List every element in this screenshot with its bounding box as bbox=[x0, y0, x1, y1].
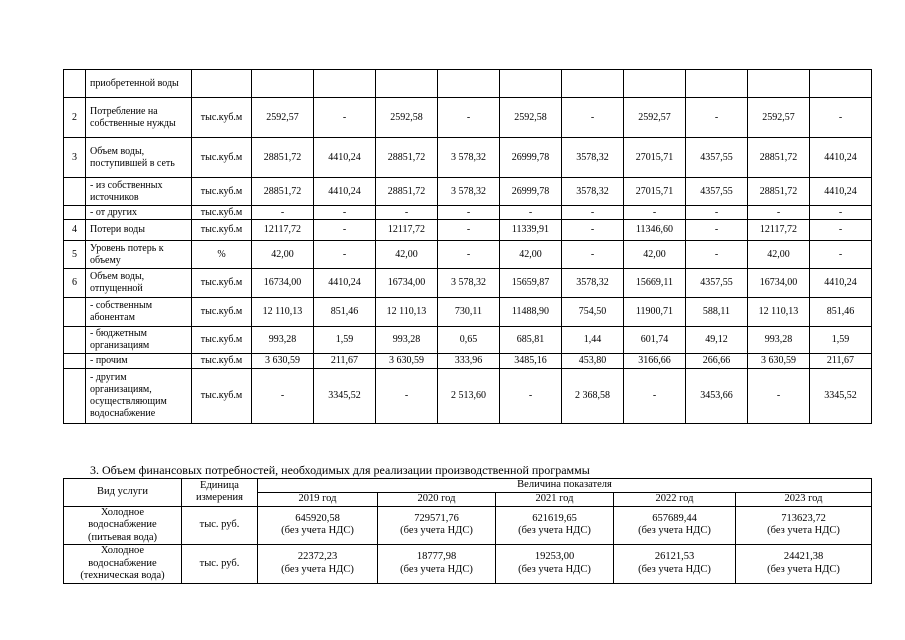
value-cell: 993,28 bbox=[376, 327, 438, 354]
value-cell: - bbox=[748, 369, 810, 424]
table-row bbox=[64, 269, 872, 298]
financial-amount: 24421,38 bbox=[783, 551, 824, 563]
value-cell: 2592,57 bbox=[748, 98, 810, 138]
value-cell: - bbox=[562, 220, 624, 241]
value-cell: 1,59 bbox=[810, 327, 872, 354]
row-unit: % bbox=[192, 241, 252, 269]
row-indicator-name: - из собственных источников bbox=[86, 178, 192, 206]
header-year: 2022 год bbox=[614, 492, 736, 506]
value-cell: 4410,24 bbox=[810, 178, 872, 206]
value-cell: 12117,72 bbox=[748, 220, 810, 241]
value-cell: 0,65 bbox=[438, 327, 500, 354]
table-row bbox=[64, 506, 872, 545]
value-cell: - bbox=[314, 220, 376, 241]
row-indicator-name: - бюджетным организациям bbox=[86, 327, 192, 354]
row-unit: тыс.куб.м bbox=[192, 138, 252, 178]
value-cell: 26999,78 bbox=[500, 178, 562, 206]
table-row bbox=[64, 70, 872, 98]
row-unit: тыс.куб.м bbox=[192, 327, 252, 354]
value-cell: - bbox=[686, 98, 748, 138]
value-cell bbox=[562, 70, 624, 98]
row-unit bbox=[192, 70, 252, 98]
row-unit: тыс.куб.м bbox=[192, 206, 252, 220]
row-unit: тыс.куб.м bbox=[192, 298, 252, 327]
value-cell: 28851,72 bbox=[748, 138, 810, 178]
value-cell: 3578,32 bbox=[562, 138, 624, 178]
value-cell: 3 630,59 bbox=[748, 354, 810, 369]
value-cell: 27015,71 bbox=[624, 178, 686, 206]
value-cell: 993,28 bbox=[252, 327, 314, 354]
financial-amount: 26121,53 bbox=[654, 551, 695, 563]
value-cell: 211,67 bbox=[314, 354, 376, 369]
value-cell: 42,00 bbox=[500, 241, 562, 269]
water-balance-table-body bbox=[64, 70, 872, 424]
value-cell: 3 578,32 bbox=[438, 178, 500, 206]
value-cell: 1,44 bbox=[562, 327, 624, 354]
vat-note: (без учета НДС) bbox=[767, 563, 840, 575]
header-year: 2020 год bbox=[378, 492, 496, 506]
value-cell bbox=[624, 70, 686, 98]
table-row bbox=[64, 298, 872, 327]
value-cell: - bbox=[562, 98, 624, 138]
value-cell: - bbox=[438, 241, 500, 269]
table-row bbox=[64, 369, 872, 424]
row-indicator-name: - от других bbox=[86, 206, 192, 220]
row-indicator-name: - другим организациям, осуществляющим водоснабжение bbox=[86, 369, 192, 424]
value-cell: 3345,52 bbox=[314, 369, 376, 424]
value-cell: - bbox=[624, 369, 686, 424]
value-cell: 754,50 bbox=[562, 298, 624, 327]
value-cell: - bbox=[810, 206, 872, 220]
value-cell bbox=[686, 70, 748, 98]
value-cell: - bbox=[500, 206, 562, 220]
table-row bbox=[64, 98, 872, 138]
table-row bbox=[64, 220, 872, 241]
value-cell: 851,46 bbox=[810, 298, 872, 327]
value-cell: 333,96 bbox=[438, 354, 500, 369]
value-cell: 11339,91 bbox=[500, 220, 562, 241]
vat-note: (без учета НДС) bbox=[638, 525, 711, 537]
financial-amount: 19253,00 bbox=[534, 551, 575, 563]
value-cell bbox=[810, 70, 872, 98]
value-cell: 42,00 bbox=[624, 241, 686, 269]
value-cell: 4357,55 bbox=[686, 269, 748, 298]
value-cell: 15669,11 bbox=[624, 269, 686, 298]
value-cell: - bbox=[686, 206, 748, 220]
financial-amount: 729571,76 bbox=[414, 512, 459, 524]
value-cell: 730,11 bbox=[438, 298, 500, 327]
row-unit: тыс.куб.м bbox=[192, 98, 252, 138]
financial-value-cell bbox=[496, 506, 614, 545]
header-year: 2023 год bbox=[736, 492, 872, 506]
row-indicator-name: Потребление на собственные нужды bbox=[86, 98, 192, 138]
table-row bbox=[64, 327, 872, 354]
value-cell: - bbox=[314, 98, 376, 138]
row-number bbox=[64, 327, 86, 354]
row-indicator-name: - собственным абонентам bbox=[86, 298, 192, 327]
value-cell: 2 513,60 bbox=[438, 369, 500, 424]
vat-note: (без учета НДС) bbox=[518, 563, 591, 575]
section-3-title: 3. Объем финансовых потребностей, необходимых для реализации производственной программы bbox=[90, 463, 590, 477]
value-cell: - bbox=[500, 369, 562, 424]
row-number bbox=[64, 70, 86, 98]
value-cell: - bbox=[314, 241, 376, 269]
value-cell: 27015,71 bbox=[624, 138, 686, 178]
financial-value-cell bbox=[378, 506, 496, 545]
financial-value-cell bbox=[614, 545, 736, 584]
row-indicator-name: приобретенной воды bbox=[86, 70, 192, 98]
value-cell: 2592,58 bbox=[500, 98, 562, 138]
value-cell bbox=[376, 70, 438, 98]
value-cell: 685,81 bbox=[500, 327, 562, 354]
value-cell: - bbox=[748, 206, 810, 220]
service-name: Холодное водоснабжение (питьевая вода) bbox=[64, 506, 182, 545]
header-service: Вид услуги bbox=[64, 479, 182, 507]
value-cell bbox=[314, 70, 376, 98]
value-cell: 2592,57 bbox=[624, 98, 686, 138]
financial-value-cell bbox=[614, 506, 736, 545]
value-cell: 12 110,13 bbox=[252, 298, 314, 327]
row-unit: тыс.куб.м bbox=[192, 369, 252, 424]
value-cell: 49,12 bbox=[686, 327, 748, 354]
vat-note: (без учета НДС) bbox=[400, 563, 473, 575]
financial-amount: 645920,58 bbox=[295, 512, 340, 524]
row-number: 5 bbox=[64, 241, 86, 269]
value-cell: 4357,55 bbox=[686, 138, 748, 178]
header-year: 2021 год bbox=[496, 492, 614, 506]
value-cell: - bbox=[376, 369, 438, 424]
value-cell: 211,67 bbox=[810, 354, 872, 369]
value-cell: 4410,24 bbox=[314, 269, 376, 298]
table-row bbox=[64, 241, 872, 269]
value-cell: 4410,24 bbox=[314, 138, 376, 178]
header-year: 2019 год bbox=[258, 492, 378, 506]
value-cell: - bbox=[252, 369, 314, 424]
vat-note: (без учета НДС) bbox=[281, 563, 354, 575]
service-unit: тыс. руб. bbox=[182, 506, 258, 545]
value-cell: 26999,78 bbox=[500, 138, 562, 178]
row-indicator-name: Потери воды bbox=[86, 220, 192, 241]
row-number: 4 bbox=[64, 220, 86, 241]
row-number bbox=[64, 298, 86, 327]
financial-needs-table bbox=[63, 478, 872, 584]
value-cell: 15659,87 bbox=[500, 269, 562, 298]
row-indicator-name: Объем воды, поступившей в сеть bbox=[86, 138, 192, 178]
value-cell: 3 578,32 bbox=[438, 269, 500, 298]
value-cell: 2 368,58 bbox=[562, 369, 624, 424]
service-unit: тыс. руб. bbox=[182, 545, 258, 584]
service-name: Холодное водоснабжение (техническая вода) bbox=[64, 545, 182, 584]
value-cell: 12117,72 bbox=[376, 220, 438, 241]
table-row bbox=[64, 178, 872, 206]
vat-note: (без учета НДС) bbox=[767, 525, 840, 537]
value-cell bbox=[252, 70, 314, 98]
value-cell: 588,11 bbox=[686, 298, 748, 327]
value-cell: 4410,24 bbox=[810, 269, 872, 298]
financial-value-cell bbox=[258, 545, 378, 584]
value-cell: 28851,72 bbox=[376, 138, 438, 178]
value-cell: - bbox=[438, 98, 500, 138]
value-cell: - bbox=[252, 206, 314, 220]
row-unit: тыс.куб.м bbox=[192, 178, 252, 206]
financial-needs-table-body bbox=[64, 506, 872, 583]
row-indicator-name: - прочим bbox=[86, 354, 192, 369]
row-indicator-name: Уровень потерь к объему bbox=[86, 241, 192, 269]
value-cell: 3166,66 bbox=[624, 354, 686, 369]
value-cell: - bbox=[686, 241, 748, 269]
value-cell: - bbox=[810, 241, 872, 269]
financial-amount: 18777,98 bbox=[416, 551, 457, 563]
row-number bbox=[64, 369, 86, 424]
value-cell: 4357,55 bbox=[686, 178, 748, 206]
value-cell: 1,59 bbox=[314, 327, 376, 354]
vat-note: (без учета НДС) bbox=[518, 525, 591, 537]
value-cell: - bbox=[686, 220, 748, 241]
table-row bbox=[64, 206, 872, 220]
value-cell: - bbox=[562, 241, 624, 269]
value-cell: - bbox=[810, 98, 872, 138]
value-cell: 12117,72 bbox=[252, 220, 314, 241]
financial-amount: 713623,72 bbox=[781, 512, 826, 524]
water-balance-table bbox=[63, 69, 872, 424]
value-cell: 11900,71 bbox=[624, 298, 686, 327]
value-cell: - bbox=[624, 206, 686, 220]
financial-value-cell bbox=[258, 506, 378, 545]
value-cell: 42,00 bbox=[376, 241, 438, 269]
vat-note: (без учета НДС) bbox=[638, 563, 711, 575]
value-cell: - bbox=[438, 206, 500, 220]
table-row bbox=[64, 138, 872, 178]
value-cell: 28851,72 bbox=[252, 178, 314, 206]
financial-value-cell bbox=[736, 545, 872, 584]
value-cell: 28851,72 bbox=[748, 178, 810, 206]
header-unit: Единица измерения bbox=[182, 479, 258, 507]
table-row bbox=[64, 545, 872, 584]
table-row bbox=[64, 354, 872, 369]
row-number: 3 bbox=[64, 138, 86, 178]
value-cell: 28851,72 bbox=[252, 138, 314, 178]
value-cell: 3485,16 bbox=[500, 354, 562, 369]
row-unit: тыс.куб.м bbox=[192, 269, 252, 298]
financial-amount: 22372,23 bbox=[297, 551, 338, 563]
financial-value-cell bbox=[736, 506, 872, 545]
row-indicator-name: Объем воды, отпущенной bbox=[86, 269, 192, 298]
value-cell: 12 110,13 bbox=[376, 298, 438, 327]
value-cell: 4410,24 bbox=[314, 178, 376, 206]
value-cell: - bbox=[376, 206, 438, 220]
value-cell: 3 578,32 bbox=[438, 138, 500, 178]
value-cell: 993,28 bbox=[748, 327, 810, 354]
value-cell bbox=[438, 70, 500, 98]
value-cell: 12 110,13 bbox=[748, 298, 810, 327]
row-number bbox=[64, 354, 86, 369]
value-cell: 3578,32 bbox=[562, 178, 624, 206]
value-cell: 42,00 bbox=[748, 241, 810, 269]
row-unit: тыс.куб.м bbox=[192, 220, 252, 241]
value-cell: 2592,57 bbox=[252, 98, 314, 138]
value-cell: 2592,58 bbox=[376, 98, 438, 138]
vat-note: (без учета НДС) bbox=[400, 525, 473, 537]
value-cell: 11346,60 bbox=[624, 220, 686, 241]
value-cell: 4410,24 bbox=[810, 138, 872, 178]
header-value: Величина показателя bbox=[258, 479, 872, 493]
value-cell: 3453,66 bbox=[686, 369, 748, 424]
value-cell: 266,66 bbox=[686, 354, 748, 369]
value-cell: 42,00 bbox=[252, 241, 314, 269]
value-cell: - bbox=[314, 206, 376, 220]
value-cell: 28851,72 bbox=[376, 178, 438, 206]
value-cell: 16734,00 bbox=[748, 269, 810, 298]
value-cell: 16734,00 bbox=[252, 269, 314, 298]
value-cell bbox=[500, 70, 562, 98]
row-number: 6 bbox=[64, 269, 86, 298]
value-cell: 16734,00 bbox=[376, 269, 438, 298]
row-number: 2 bbox=[64, 98, 86, 138]
row-number bbox=[64, 206, 86, 220]
value-cell: 851,46 bbox=[314, 298, 376, 327]
value-cell: 3 630,59 bbox=[252, 354, 314, 369]
row-number bbox=[64, 178, 86, 206]
row-unit: тыс.куб.м bbox=[192, 354, 252, 369]
value-cell: 3345,52 bbox=[810, 369, 872, 424]
value-cell: 11488,90 bbox=[500, 298, 562, 327]
value-cell: 3 630,59 bbox=[376, 354, 438, 369]
value-cell: - bbox=[438, 220, 500, 241]
value-cell: - bbox=[810, 220, 872, 241]
financial-value-cell bbox=[496, 545, 614, 584]
value-cell: 453,80 bbox=[562, 354, 624, 369]
value-cell: 3578,32 bbox=[562, 269, 624, 298]
financial-amount: 657689,44 bbox=[652, 512, 697, 524]
value-cell bbox=[748, 70, 810, 98]
value-cell: - bbox=[562, 206, 624, 220]
financial-amount: 621619,65 bbox=[532, 512, 577, 524]
value-cell: 601,74 bbox=[624, 327, 686, 354]
financial-value-cell bbox=[378, 545, 496, 584]
vat-note: (без учета НДС) bbox=[281, 525, 354, 537]
